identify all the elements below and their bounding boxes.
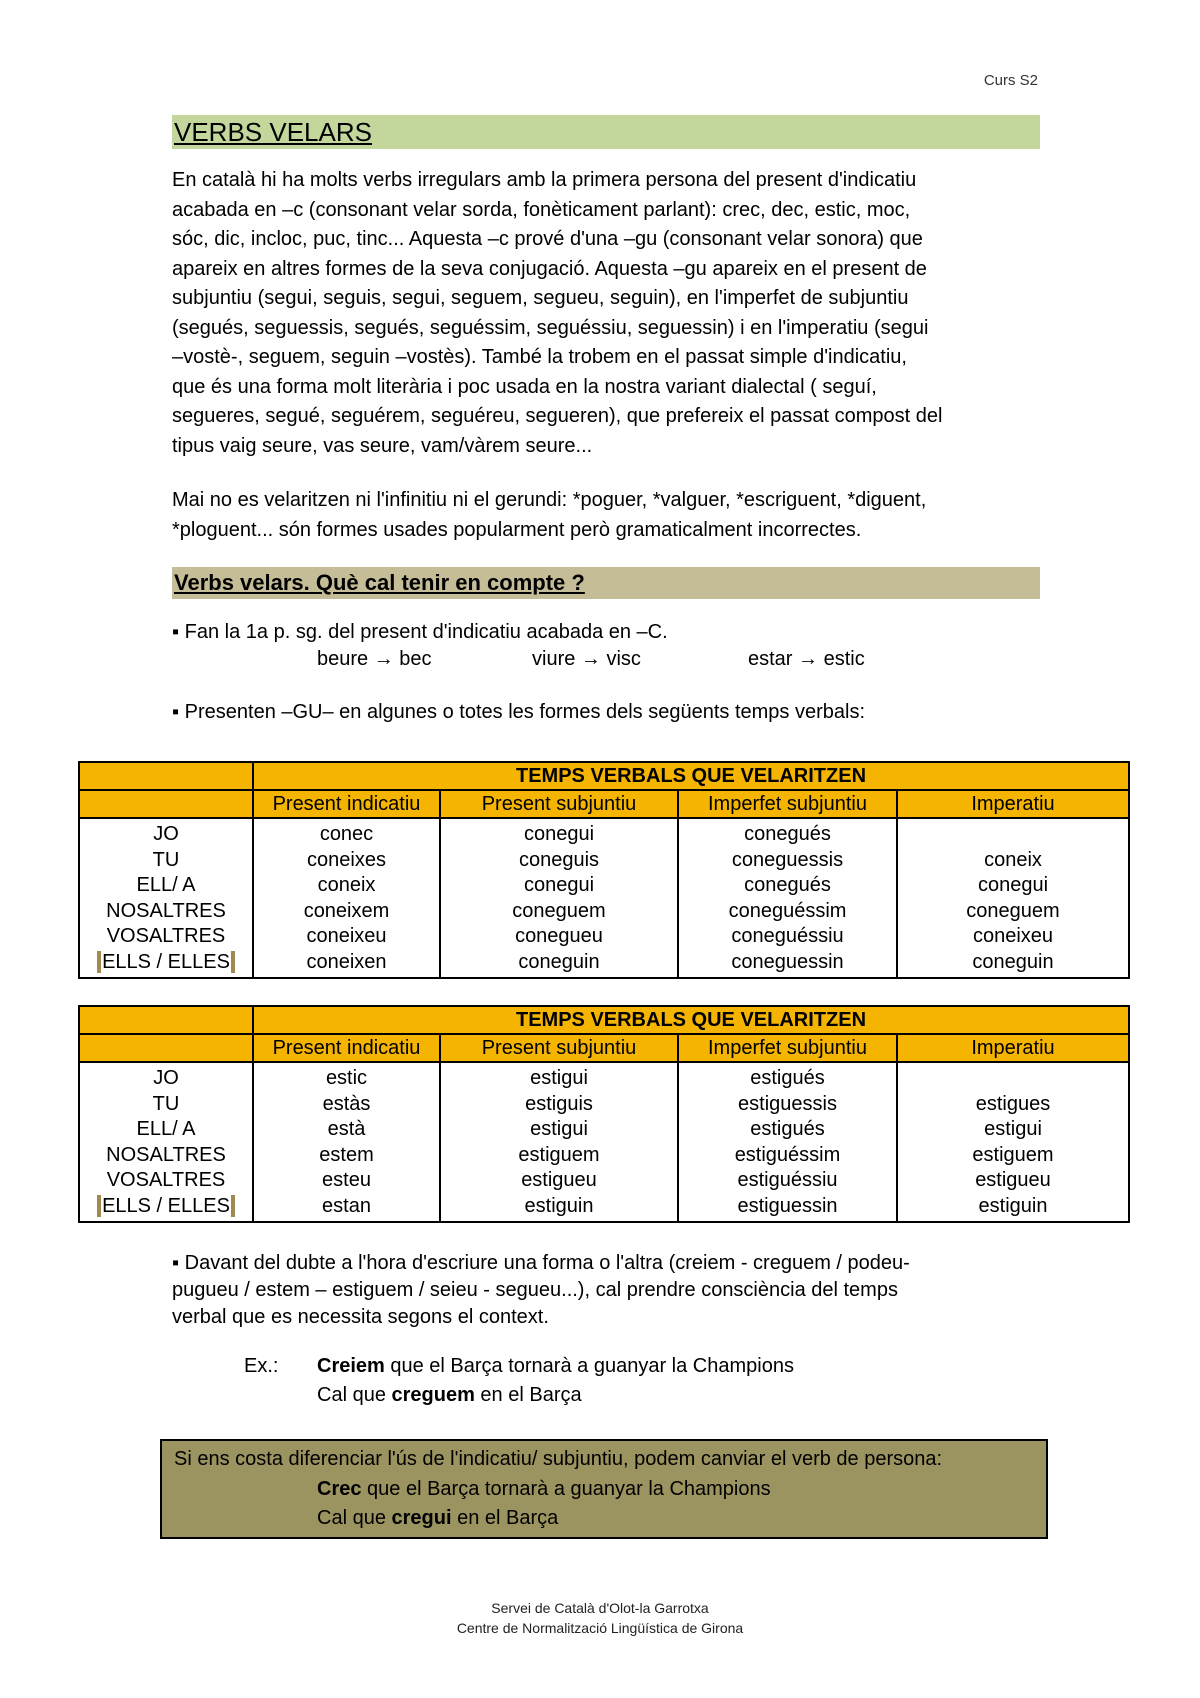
intro-line: –vostè-, seguem, seguin –vostès). També la trobem en el passat simple d'indicatiu,: [172, 346, 907, 368]
bullet-3: [172, 1250, 1040, 1331]
imperatiu-column: [897, 1062, 1129, 1222]
note-rest: que el Barça tornarà a guanyar la Champions: [361, 1478, 771, 1500]
verb-form: conegueu: [515, 925, 603, 947]
example-line-1: [317, 1352, 794, 1380]
table-corner: [79, 1034, 253, 1062]
intro-paragraph: [172, 166, 1040, 461]
verb-form: estan: [322, 1194, 371, 1217]
verb-form: coneguin: [518, 950, 600, 973]
example-beure: beure → bec: [317, 648, 432, 670]
verb-form: estiguem: [972, 1143, 1054, 1166]
bullet-3-line: verbal que es necessita segons el context.: [172, 1306, 549, 1328]
note-rest: en el Barça: [451, 1507, 559, 1529]
intro-line: tipus vaig seure, vas seure, vam/vàrem seure...: [172, 434, 593, 457]
note-verb: cregui: [391, 1507, 452, 1529]
verb-form: estigui: [984, 1118, 1042, 1140]
note-line-1: [317, 1475, 771, 1503]
verb-form: conegués: [744, 823, 831, 845]
note-box: [160, 1439, 1048, 1539]
verb-form: estem: [319, 1143, 374, 1166]
example-label: Ex.:: [244, 1355, 279, 1377]
pronoun: VOSALTRES: [106, 925, 226, 947]
verb-form: coneix: [984, 848, 1042, 871]
section-subtitle: Verbs velars. Què cal tenir en compte ?: [174, 570, 585, 595]
present-subjuntiu-column: [440, 818, 678, 978]
example-pre: Cal que: [317, 1384, 392, 1406]
column-header: Present indicatiu: [253, 1034, 440, 1062]
title-band: [172, 115, 1040, 149]
second-line: Mai no es velaritzen ni l'infinitiu ni el gerundi: *poguer, *valguer, *escriguent, *diguent,: [172, 489, 927, 511]
verb-form: coneix: [317, 874, 376, 896]
footer-line-1: Servei de Català d'Olot-la Garrotxa: [491, 1600, 709, 1616]
pronoun: JO: [153, 1067, 179, 1089]
present-subjuntiu-column: [440, 1062, 678, 1222]
example-viure: viure → visc: [532, 648, 641, 670]
verb-form: conec: [319, 823, 374, 845]
verb-form: coneguéssim: [728, 899, 847, 922]
verb-form: estiguéssiu: [737, 1169, 838, 1191]
verb-form: coneguis: [518, 848, 600, 871]
pronoun: NOSALTRES: [106, 1143, 226, 1166]
imperatiu-column: [897, 818, 1129, 978]
verb-form: estigui: [530, 1118, 588, 1140]
verb-form: [898, 822, 1128, 848]
verb-form: estàs: [322, 1092, 371, 1115]
verb-form: coneguin: [972, 950, 1054, 973]
present-indicatiu-column: [253, 1062, 440, 1222]
verb-form: estigués: [750, 1118, 825, 1140]
verb-form: coneguessin: [731, 950, 844, 973]
pronoun: JO: [153, 823, 179, 845]
verb-form: coneguéssiu: [731, 925, 844, 947]
verb-form: conegui: [977, 874, 1049, 896]
verb-form: estiguessis: [738, 1092, 837, 1115]
pronoun: ELLS / ELLES: [97, 1195, 235, 1217]
subtitle-band: [172, 567, 1040, 599]
intro-line: segueres, segué, seguérem, seguéreu, segueren), que prefereix el passat compost del: [172, 405, 943, 427]
note-line-2: [317, 1504, 558, 1532]
column-header: Imperfet subjuntiu: [678, 790, 897, 818]
example-verb: creguem: [391, 1384, 475, 1406]
pronoun: TU: [152, 848, 180, 871]
bullet-2: ▪ Presenten –GU– en algunes o totes les formes dels següents temps verbals:: [172, 701, 866, 723]
verb-form: estiguin: [978, 1194, 1048, 1217]
pronoun: VOSALTRES: [106, 1169, 226, 1191]
conjugation-table-conèixer: [78, 761, 1130, 979]
verb-form: estigueu: [975, 1169, 1051, 1191]
verb-form: coneguem: [966, 899, 1060, 922]
verb-form: coneixem: [303, 899, 390, 922]
example-estar: estar → estic: [748, 648, 865, 670]
verb-form: estigues: [975, 1092, 1051, 1115]
verb-form: està: [327, 1118, 366, 1140]
verb-form: conegués: [744, 874, 831, 896]
pronoun: TU: [152, 1092, 180, 1115]
example-line-2: [317, 1381, 582, 1409]
course-label: Curs S2: [983, 72, 1038, 89]
verb-form: estigueu: [521, 1169, 597, 1191]
pronoun-column: [79, 818, 253, 978]
verb-form: coneixen: [306, 950, 387, 973]
column-header: Present indicatiu: [253, 790, 440, 818]
intro-line: En català hi ha molts verbs irregulars amb la primera persona del present d'indicatiu: [172, 169, 917, 191]
verb-form: estiguem: [518, 1143, 600, 1166]
imperfet-subjuntiu-column: [678, 1062, 897, 1222]
intro-line: que és una forma molt literària i poc usada en la nostra variant dialectal ( seguí,: [172, 375, 877, 398]
table-corner: [79, 790, 253, 818]
table-title: TEMPS VERBALS QUE VELARITZEN: [253, 762, 1129, 790]
table-title: TEMPS VERBALS QUE VELARITZEN: [253, 1006, 1129, 1034]
intro-line: subjuntiu (segui, seguis, segui, seguem, segueu, seguin), en l'imperfet de subjuntiu: [172, 287, 909, 309]
column-header: Present subjuntiu: [440, 1034, 678, 1062]
example-rest: en el Barça: [474, 1384, 582, 1406]
verb-form: estiguin: [524, 1194, 594, 1217]
bullet-3-line: ▪ Davant del dubte a l'hora d'escriure una forma o l'altra (creiem - creguem / podeu-: [172, 1252, 910, 1274]
example-rest: que el Barça tornarà a guanyar la Champions: [384, 1355, 794, 1377]
second-paragraph: [172, 486, 1040, 545]
verb-form: estiguéssim: [734, 1143, 841, 1166]
intro-line: sóc, dic, incloc, puc, tinc... Aquesta –c prové d'una –gu (consonant velar sonora) que: [172, 228, 923, 250]
verb-form: esteu: [322, 1169, 371, 1191]
present-indicatiu-column: [253, 818, 440, 978]
intro-line: acabada en –c (consonant velar sorda, fonèticament parlant): crec, dec, estic, moc,: [172, 198, 911, 221]
column-header: Present subjuntiu: [440, 790, 678, 818]
conjugation-table-estar: [78, 1005, 1130, 1223]
verb-form: estiguessin: [737, 1194, 838, 1217]
pronoun: ELL/ A: [136, 874, 196, 896]
table-corner: [79, 1006, 253, 1034]
verb-form: coneixeu: [306, 925, 387, 947]
note-pre: Cal que: [317, 1507, 392, 1529]
verb-form: coneguem: [512, 899, 606, 922]
verb-form: conegui: [523, 823, 595, 845]
note-text: Si ens costa diferenciar l'ús de l'indicatiu/ subjuntiu, podem canviar el verb de persona:: [174, 1448, 943, 1470]
imperfet-subjuntiu-column: [678, 818, 897, 978]
second-line: *ploguent... són formes usades popularment però gramaticalment incorrectes.: [172, 518, 862, 541]
verb-form: estiguis: [525, 1092, 593, 1115]
verb-form: coneguessis: [731, 848, 844, 871]
note-verb: Crec: [317, 1478, 362, 1500]
bullet-1: ▪ Fan la 1a p. sg. del present d'indicatiu acabada en –C.: [172, 621, 668, 643]
verb-form: estic: [325, 1067, 368, 1089]
table-corner: [79, 762, 253, 790]
verb-form: estigués: [750, 1067, 825, 1089]
verb-form: coneixes: [307, 848, 386, 871]
intro-line: (segués, seguessis, segués, seguéssim, seguéssiu, seguessin) i en l'imperatiu (segui: [172, 316, 929, 339]
bullet-3-line: pugueu / estem – estiguem / seieu - segueu...), cal prendre consciència del temps: [172, 1279, 898, 1301]
intro-line: apareix en altres formes de la seva conjugació. Aquesta –gu apareix en el present de: [172, 257, 927, 280]
pronoun-column: [79, 1062, 253, 1222]
pronoun: ELL/ A: [136, 1118, 196, 1140]
footer-line-2: Centre de Normalització Lingüística de Girona: [456, 1620, 744, 1636]
column-header: Imperatiu: [897, 1034, 1129, 1062]
verb-form: estigui: [530, 1067, 588, 1089]
column-header: Imperatiu: [897, 790, 1129, 818]
pronoun: NOSALTRES: [106, 899, 226, 922]
pronoun: ELLS / ELLES: [97, 951, 235, 973]
verb-form: conegui: [523, 874, 595, 896]
verb-form: coneixeu: [972, 925, 1054, 947]
verb-form: [898, 1066, 1128, 1092]
page-title: VERBS VELARS: [174, 117, 372, 147]
example-verb: Creiem: [317, 1355, 385, 1377]
column-header: Imperfet subjuntiu: [678, 1034, 897, 1062]
